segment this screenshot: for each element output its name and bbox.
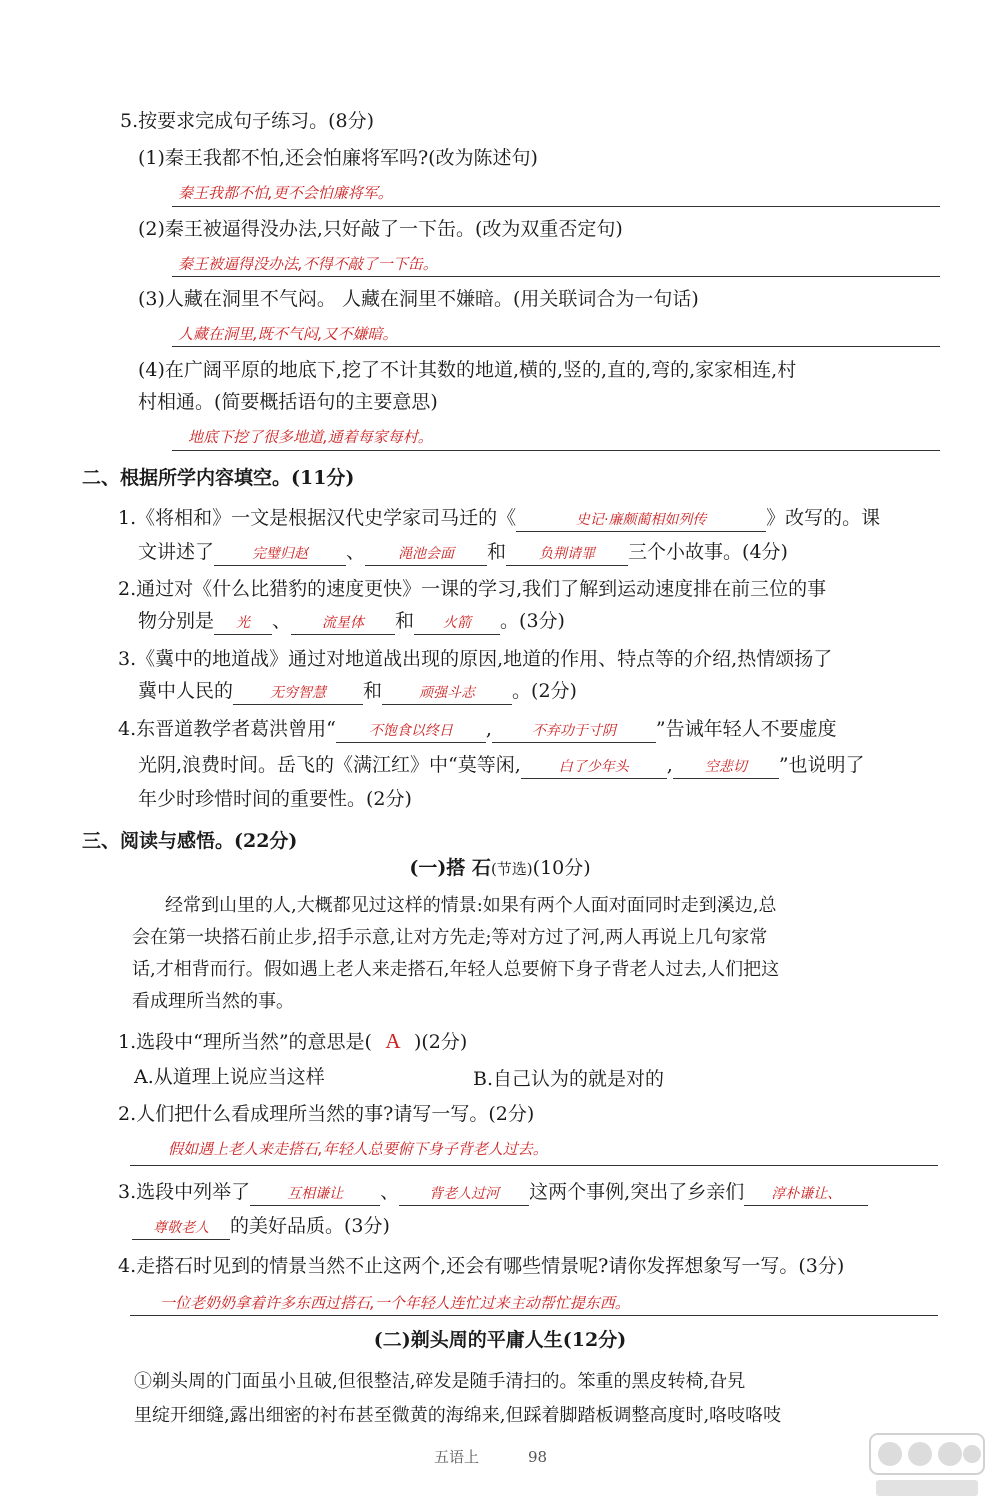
answer-line: [130, 1165, 938, 1166]
s2-item4-line3: 年少时珍惜时间的重要性。(2分): [138, 788, 412, 810]
passage1-line1: 经常到山里的人,大概都见过这样的情景:如果有两个人面对面同时走到溪边,总: [165, 895, 777, 916]
passage2-title: (二)剃头周的平庸人生(12分): [373, 1329, 627, 1351]
s2-item4-blank2: 不弃功于寸阴: [531, 723, 616, 739]
s2-item4-blank3: 白了少年头: [558, 759, 629, 775]
q5-item1-question: (1)秦王我都不怕,还会怕廉将军吗?(改为陈述句): [138, 147, 538, 169]
s2-item1-blank4: 负荆请罪: [539, 546, 596, 562]
s2-item4-blank1: 不饱食以终日: [368, 723, 453, 739]
section-2-title: 二、根据所学内容填空。(11分): [82, 467, 355, 489]
q5-item3-question: (3)人藏在洞里不气闷。 人藏在洞里不嫌暗。(用关联词合为一句话): [138, 288, 699, 310]
s3-q3-blank2: 背老人过河: [429, 1186, 500, 1202]
s2-item3-line2: 冀中人民的 无穷智慧 和 顽强斗志 。(2分): [138, 678, 577, 705]
q5-item1-answer: 秦王我都不怕,更不会怕廉将军。: [178, 184, 393, 202]
q5-item4-question-line2: 村相通。(简要概括语句的主要意思): [138, 391, 438, 413]
s2-item4-blank4: 空悲切: [704, 759, 747, 775]
footer-book: 五语上: [434, 1448, 480, 1466]
s2-item2-line1: 2.通过对《什么比猎豹的速度更快》一课的学习,我们了解到运动速度排在前三位的事: [118, 578, 827, 600]
s3-q1-option-a: A.从道理上说应当这样: [134, 1066, 325, 1088]
s2-item2-blank3: 火箭: [443, 615, 472, 631]
s3-q3-line2: 尊敬老人 的美好品质。(3分): [132, 1213, 390, 1240]
q5-item2-question: (2)秦王被逼得没办法,只好敲了一下缶。(改为双重否定句): [138, 218, 623, 240]
answer-line: [130, 1315, 938, 1316]
s3-q1-answer: A: [385, 1029, 401, 1053]
s2-item3-line1: 3.《冀中的地道战》通过对地道战出现的原因,地道的作用、特点等的介绍,热情颂扬了: [118, 648, 833, 670]
s3-q2-answer: 假如遇上老人来走搭石,年轻人总要俯下身子背老人过去。: [168, 1140, 548, 1158]
s2-item1-line2: 文讲述了 完璧归赵 、 渑池会面 和 负荆请罪 三个小故事。(4分): [138, 539, 788, 566]
answer-line: [172, 346, 940, 347]
passage1-line4: 看成理所当然的事。: [132, 991, 294, 1012]
s3-q1-option-b: B.自己认为的就是对的: [473, 1068, 665, 1090]
s3-q3-line1: 3.选段中列举了 互相谦让 、 背老人过河 这两个事例,突出了乡亲们 淳朴谦让、: [118, 1179, 868, 1206]
s3-q1-line: 1.选段中“理所当然”的意思是( A )(2分): [118, 1029, 468, 1053]
s2-item1-blank2: 完璧归赵: [252, 546, 309, 562]
q5-title: 5.按要求完成句子练习。(8分): [120, 110, 375, 132]
s3-q3-blank4: 尊敬老人: [153, 1220, 209, 1236]
s2-item3-blank2: 顽强斗志: [419, 685, 476, 701]
passage1-line3: 话,才相背而行。假如遇上老人来走搭石,年轻人总要俯下身子背老人过去,人们把这: [132, 959, 780, 980]
s2-item4-line2: 光阴,浪费时间。岳飞的《满江红》中“莫等闲, 白了少年头 , 空悲切 ”也说明了: [138, 752, 865, 779]
watermark-logo: [868, 1430, 986, 1500]
s3-q4-answer: 一位老奶奶拿着许多东西过搭石,一个年轻人连忙过来主动帮忙提东西。: [160, 1294, 630, 1312]
q5-item2-answer: 秦王被逼得没办法,不得不敲了一下缶。: [178, 255, 438, 273]
s3-q2-question: 2.人们把什么看成理所当然的事?请写一写。(2分): [118, 1103, 535, 1125]
s3-q4-question: 4.走搭石时见到的情景当然不止这两个,还会有哪些情景呢?请你发挥想象写一写。(3分): [118, 1255, 845, 1277]
s2-item1-blank1: 史记·廉颇蔺相如列传: [575, 512, 707, 528]
s2-item2-blank1: 光: [236, 615, 251, 631]
answer-line: [172, 450, 940, 451]
s2-item2-line2: 物分别是 光 、 流星体 和 火箭 。(3分): [138, 608, 565, 635]
s2-item3-blank1: 无穷智慧: [270, 685, 327, 701]
passage2-line1: ①剃头周的门面虽小且破,但很整洁,碎发是随手清扫的。笨重的黑皮转椅,旮旯: [134, 1371, 746, 1392]
passage1-title: (一)搭 石(节选)(10分): [409, 857, 591, 879]
watermark-icon: [868, 1430, 986, 1500]
s2-item1-blank3: 渑池会面: [398, 546, 455, 562]
section-3-title: 三、阅读与感悟。(22分): [82, 830, 298, 852]
s2-item1-line1: 1.《将相和》一文是根据汉代史学家司马迁的《 史记·廉颇蔺相如列传 》改写的。课: [118, 505, 880, 532]
s3-q3-blank3: 淳朴谦让、: [771, 1186, 842, 1202]
footer-page-number: 98: [528, 1448, 548, 1466]
passage1-line2: 会在第一块搭石前止步,招手示意,让对方先走;等对方过了河,两人再说上几句家常: [132, 927, 768, 948]
q5-item3-answer: 人藏在洞里,既不气闷,又不嫌暗。: [178, 325, 398, 343]
answer-line: [172, 206, 940, 207]
passage2-line2: 里绽开细缝,露出细密的衬布甚至微黄的海绵来,但踩着脚踏板调整高度时,咯吱咯吱: [134, 1405, 782, 1426]
s2-item2-blank2: 流星体: [322, 615, 365, 631]
s3-q3-blank1: 互相谦让: [287, 1186, 344, 1202]
q5-item4-question-line1: (4)在广阔平原的地底下,挖了不计其数的地道,横的,竖的,直的,弯的,家家相连,村: [138, 359, 797, 381]
q5-item4-answer: 地底下挖了很多地道,通着每家每村。: [188, 428, 433, 446]
answer-line: [172, 276, 940, 277]
s2-item4-line1: 4.东晋道教学者葛洪曾用“ 不饱食以终日 , 不弃功于寸阴 ”告诫年轻人不要虚度: [118, 716, 837, 743]
